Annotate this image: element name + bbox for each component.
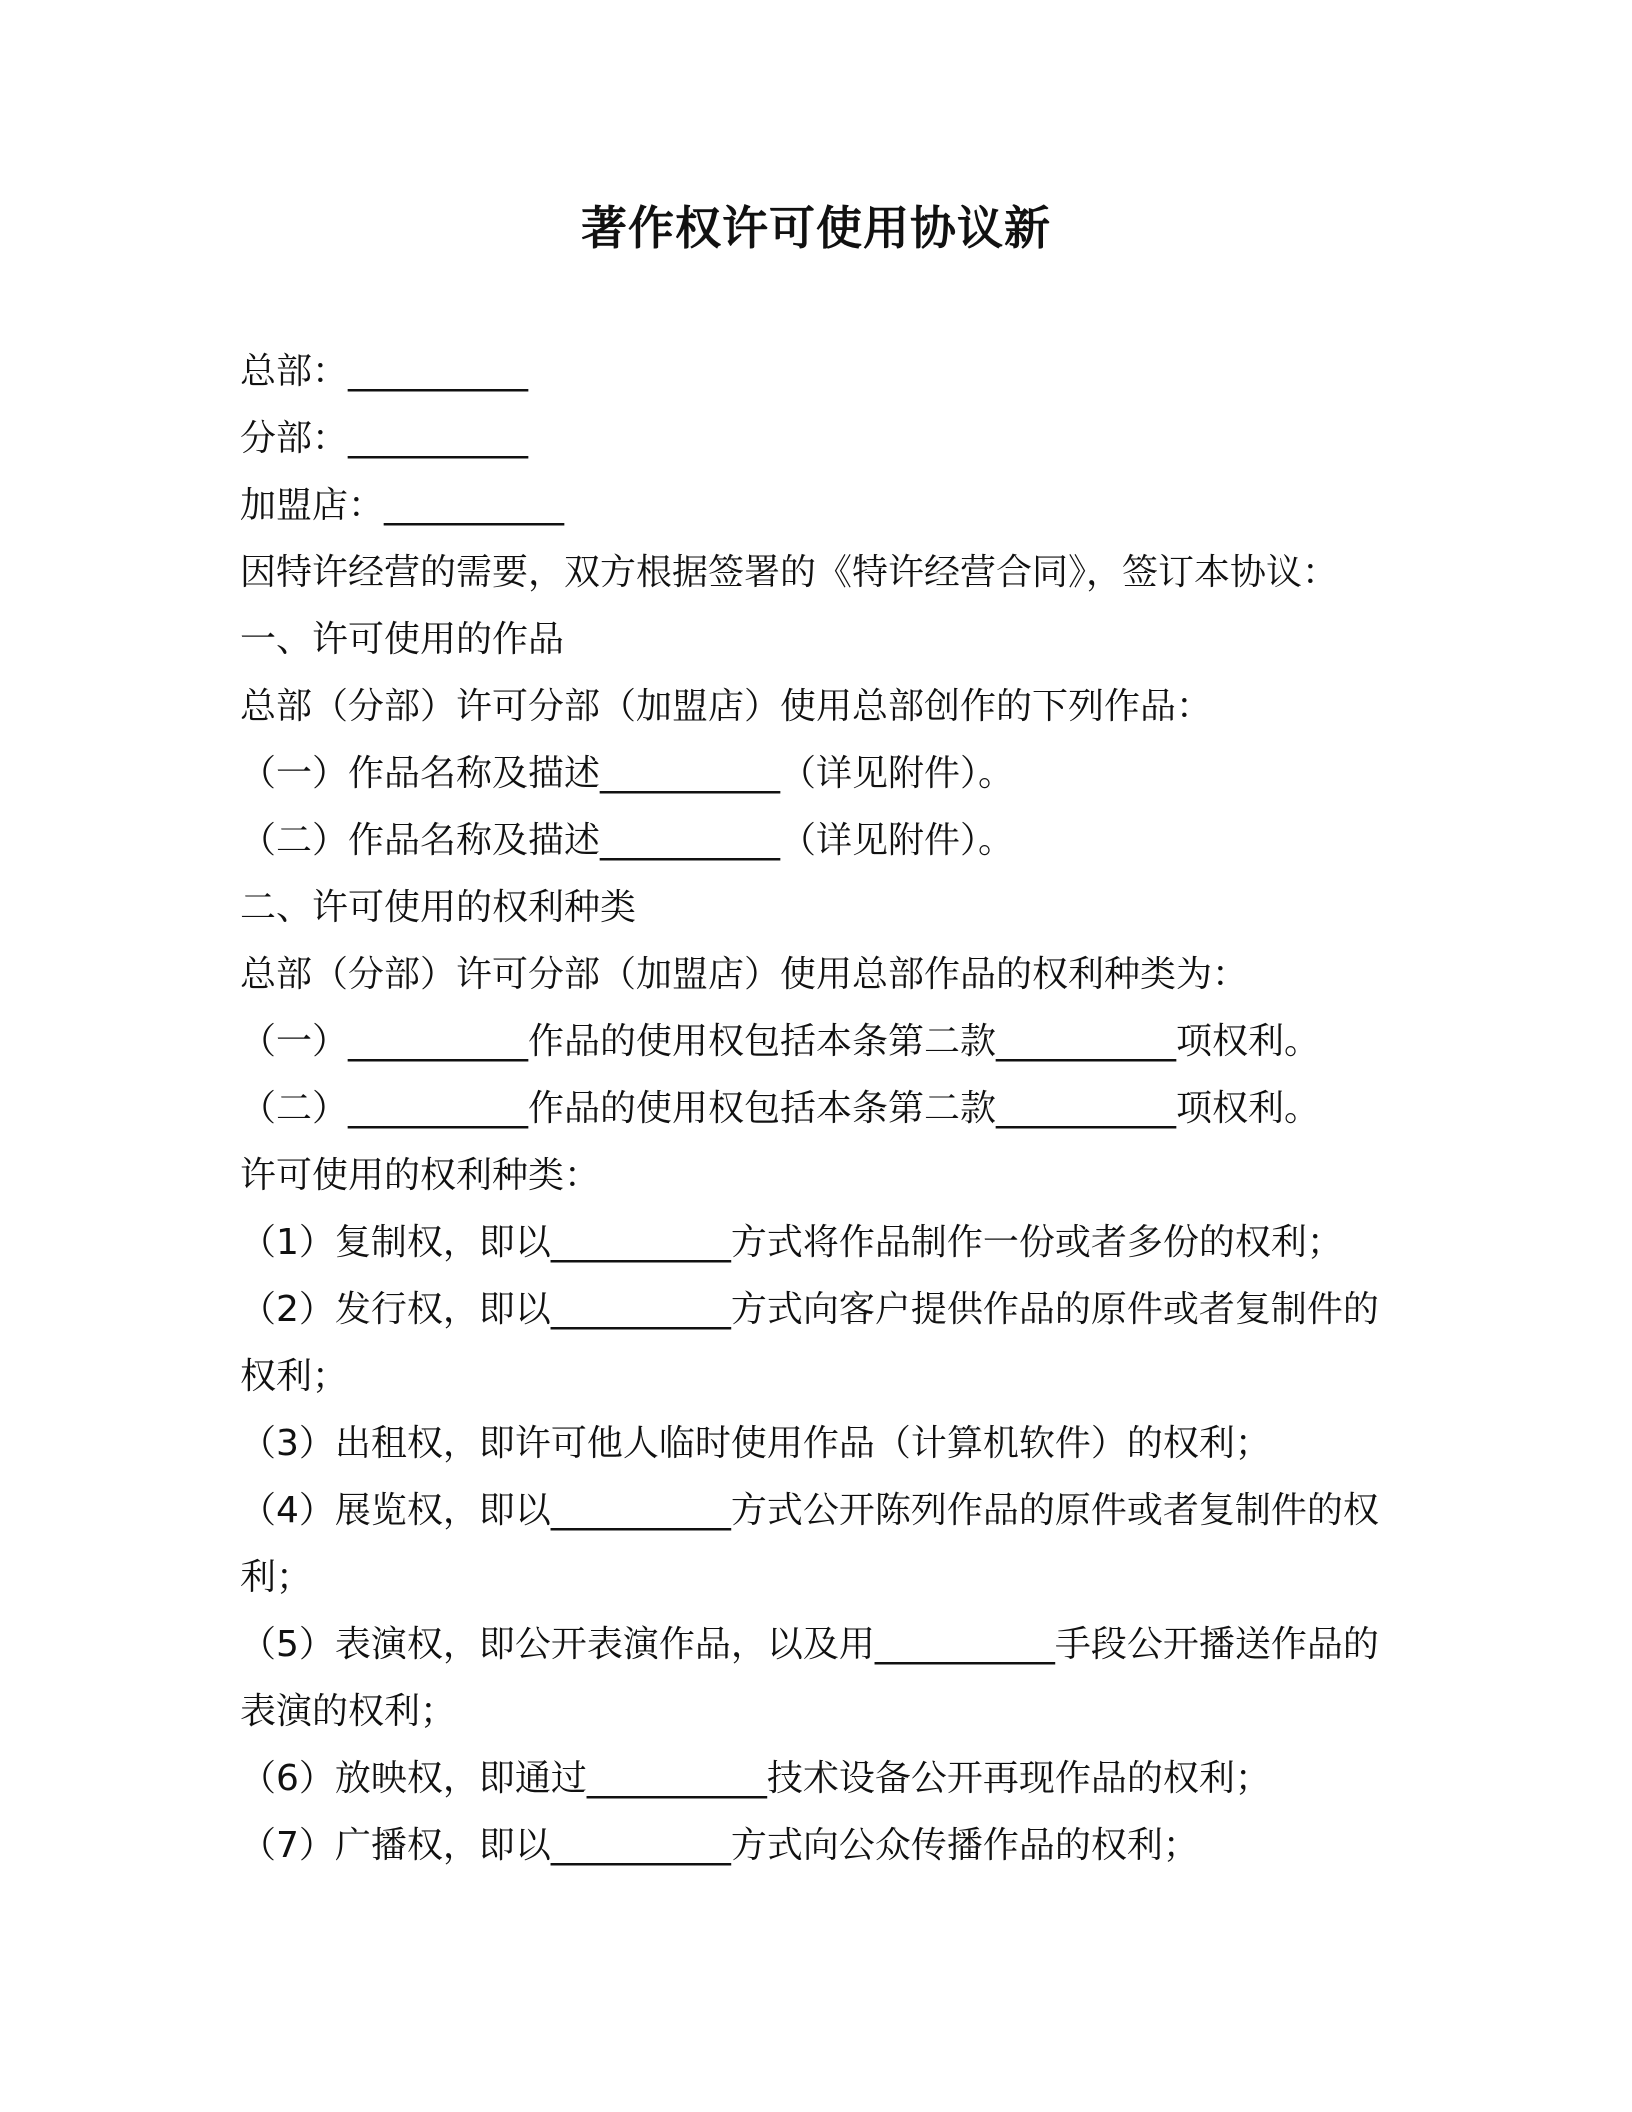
right-exhibition: （4）展览权，即以__________方式公开陈列作品的原件或者复制件的权利； bbox=[240, 1490, 1379, 1598]
work-item-1: （一）作品名称及描述__________（详见附件）。 bbox=[240, 753, 1015, 794]
rights-types-heading: 许可使用的权利种类： bbox=[240, 1155, 601, 1196]
field-headquarters: 总部：__________ bbox=[240, 351, 529, 392]
preamble: 因特许经营的需要，双方根据签署的《特许经营合同》，签订本协议： bbox=[240, 552, 1339, 593]
right-broadcasting: （7）广播权，即以__________方式向公众传播作品的权利； bbox=[240, 1825, 1199, 1866]
rights-item-1: （一）__________作品的使用权包括本条第二款__________项权利。 bbox=[240, 1021, 1321, 1062]
right-reproduction: （1）复制权，即以__________方式将作品制作一份或者多份的权利； bbox=[240, 1222, 1343, 1263]
field-franchisee: 加盟店：__________ bbox=[240, 485, 565, 526]
document-body bbox=[240, 338, 1400, 1879]
rights-item-2: （二）__________作品的使用权包括本条第二款__________项权利。 bbox=[240, 1088, 1321, 1129]
right-rental: （3）出租权，即许可他人临时使用作品（计算机软件）的权利； bbox=[240, 1423, 1271, 1464]
field-branch: 分部：__________ bbox=[240, 418, 529, 459]
right-screening: （6）放映权，即通过__________技术设备公开再现作品的权利； bbox=[240, 1758, 1271, 1799]
section-2-intro: 总部（分部）许可分部（加盟店）使用总部作品的权利种类为： bbox=[240, 954, 1249, 995]
section-heading-2: 二、许可使用的权利种类 bbox=[240, 887, 637, 928]
work-item-2: （二）作品名称及描述__________（详见附件）。 bbox=[240, 820, 1015, 861]
document-title: 著作权许可使用协议新 bbox=[581, 201, 1051, 255]
right-distribution: （2）发行权，即以__________方式向客户提供作品的原件或者复制件的权利； bbox=[240, 1289, 1379, 1397]
right-performance: （5）表演权，即公开表演作品，以及用__________手段公开播送作品的表演的权利； bbox=[240, 1624, 1379, 1732]
section-1-intro: 总部（分部）许可分部（加盟店）使用总部创作的下列作品： bbox=[240, 686, 1213, 727]
section-heading-1: 一、许可使用的作品 bbox=[240, 619, 565, 660]
